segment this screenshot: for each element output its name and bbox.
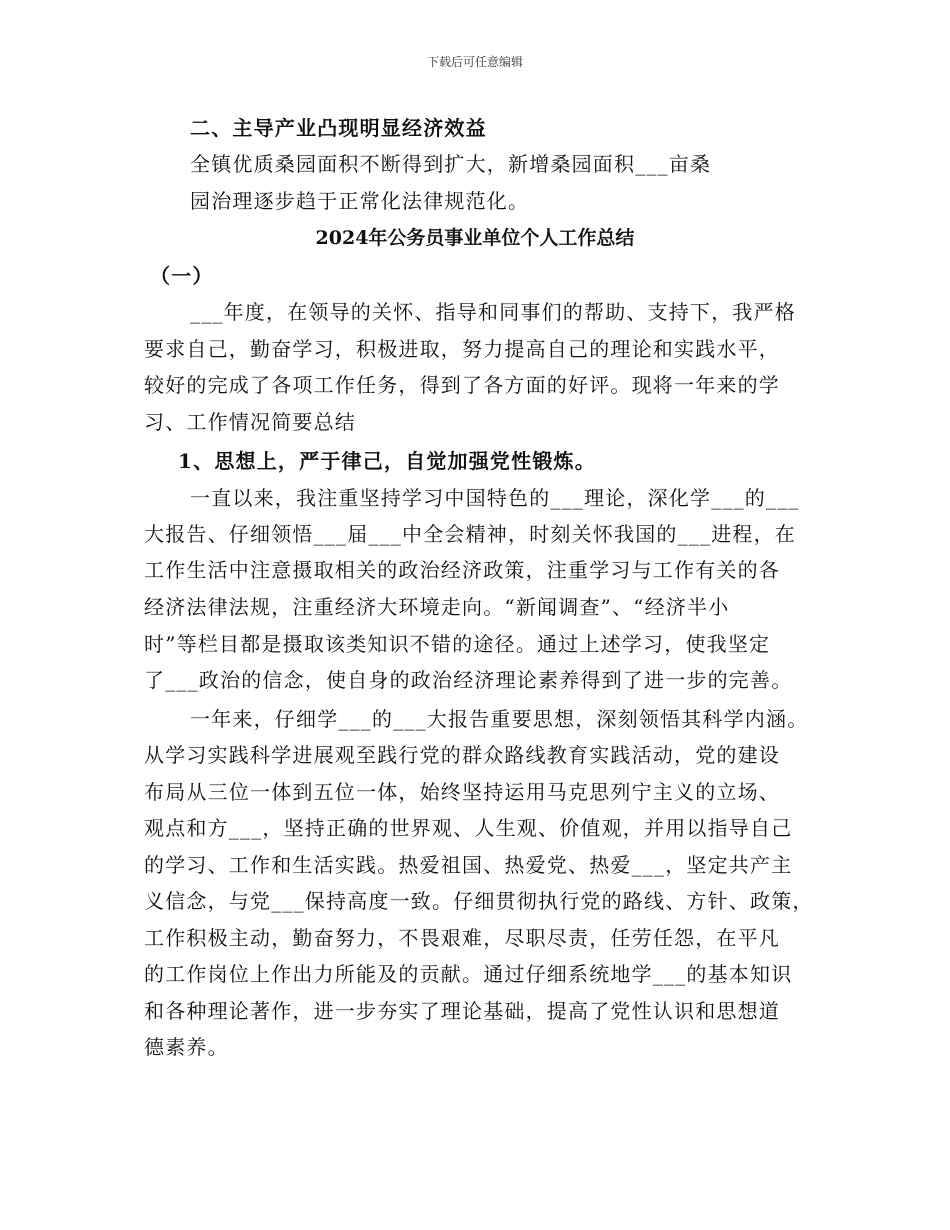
para1-line: 一直以来，我注重坚持学习中国特色的___理论，深化学___的___ <box>190 486 800 510</box>
para2-line: 的工作岗位上作出力所能及的贡献。通过仔细系统地学___的基本知识 <box>144 962 793 986</box>
intro-line: ___年度，在领导的关怀、指导和同事们的帮助、支持下，我严格 <box>190 300 796 324</box>
para2-line: 义信念，与党___保持高度一致。仔细贯彻执行党的路线、方针、政策， <box>144 889 814 913</box>
para1-line: 经济法律法规，注重经济大环境走向。“新闻调查”、“经济半小 <box>144 595 730 619</box>
para1-line: 时”等栏目都是摄取该类知识不错的途径。通过上述学习，使我坚定 <box>144 632 771 656</box>
para2-line: 工作积极主动，勤奋努力，不畏艰难，尽职尽责，任劳任怨，在平凡 <box>144 926 780 950</box>
point1-heading: 1、思想上，严于律己，自觉加强党性锻炼。 <box>178 449 596 473</box>
intro-line: 要求自己，勤奋学习，积极进取，努力提高自己的理论和实践水平， <box>144 337 780 361</box>
intro-line: 较好的完成了各项工作任务，得到了各方面的好评。现将一年来的学 <box>144 373 780 397</box>
para2-line: 从学习实践科学进展观至践行党的群众路线教育实践活动，党的建设 <box>144 743 780 767</box>
para2-line: 德素养。 <box>144 1035 229 1059</box>
para2-line: 观点和方___，坚持正确的世界观、人生观、价值观，并用以指导自己 <box>144 816 793 840</box>
section2-line: 园治理逐步趋于正常化法律规范化。 <box>190 189 530 213</box>
para2-line: 和各种理论著作，进一步夯实了理论基础，提高了党性认识和思想道 <box>144 999 780 1023</box>
para1-line: 大报告、仔细领悟___届___中全会精神，时刻关怀我国的___进程，在 <box>144 522 796 546</box>
para2-line: 布局从三位一体到五位一体，始终坚持运用马克思列宁主义的立场、 <box>144 780 780 804</box>
section2-heading: 二、主导产业凸现明显经济效益 <box>190 116 487 140</box>
document-title: 2024年公务员事业单位个人工作总结 <box>315 227 635 249</box>
para1-line: 工作生活中注意摄取相关的政治经济政策，注重学习与工作有关的各 <box>144 558 780 582</box>
para1-line: 了___政治的信念，使自身的政治经济理论素养得到了进一步的完善。 <box>144 668 793 692</box>
para2-line: 一年来，仔细学___的___大报告重要思想，深刻领悟其科学内涵。 <box>190 707 809 731</box>
page-header: 下载后可任意编辑 <box>426 55 523 69</box>
para2-line: 的学习、工作和生活实践。热爱祖国、热爱党、热爱___，坚定共产主 <box>144 853 793 877</box>
intro-line: 习、工作情况简要总结 <box>144 410 356 434</box>
part-label: （一） <box>150 264 214 288</box>
section2-line: 全镇优质桑园面积不断得到扩大，新增桑园面积___亩桑 <box>190 152 712 176</box>
